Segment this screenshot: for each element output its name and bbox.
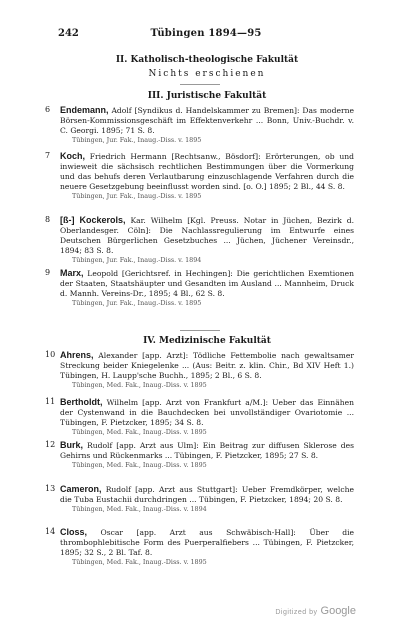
entry-source: Tübingen, Jur. Fak., Inaug.-Diss. v. 1894 [72,256,202,264]
entry-source: Tübingen, Med. Fak., Inaug.-Diss. v. 1895 [72,381,207,389]
list-item [45,350,354,390]
entry-source: Tübingen, Med. Fak., Inaug.-Diss. v. 1895 [72,428,207,436]
page-number: 242 [58,28,79,39]
entry-text: Kar. Wilhelm [Kgl. Preuss. Notar in Jüchen, Bezirk d. Oberlandesger. Cöln]: Die Nachlassregulierung im Entwurfe eines Deutschen Bürgerlichen Gesetzbuches ... Jüchen, Jüchener Vereinsdr., 1894; 83 S. 8. [60,216,354,255]
entry-author: Marx, [60,268,84,278]
entry-number: 13 [45,484,56,493]
entry-text: Alexander [app. Arzt]: Tödliche Fettembolie nach gewaltsamer Streckung beider Kniegelenke ... (Aus: Beitr. z. klin. Chir., Bd XIV Heft 1.) Tübingen, H. Laupp'sche Buchh., 1895; 2 Bl., 6 S. 8. [60,351,354,380]
list-item [45,215,354,265]
watermark-prefix: Digitized by [275,609,318,616]
divider [180,330,220,331]
list-item [45,151,354,201]
entry-number: 10 [45,350,56,359]
entry-source: Tübingen, Jur. Fak., Inaug.-Diss. v. 1895 [72,136,202,144]
section-title-law: III. Juristische Fakultät [147,91,267,101]
divider [180,84,220,85]
google-logo: Google [320,605,356,617]
section-title-medicine: IV. Medizinische Fakultät [143,336,271,346]
entry-author: Bertholdt, [60,397,103,407]
entry-text: Wilhelm [app. Arzt von Frankfurt a/M.]: Ueber das Einnähen der Cystenwand in die Bauchdecken bei unvollständiger Ovariotomie ... Tübingen, F. Pietzcker, 1895; 34 S. 8. [60,398,355,427]
entry-author: Burk, [60,440,84,450]
list-item [45,440,354,470]
running-title: Tübingen 1894—95 [150,28,262,39]
entry-number: 7 [45,151,51,160]
entry-text: Leopold [Gerichtsref. in Hechingen]: Die gerichtlichen Exemtionen der Staaten, Staatshäupter und Gesandten im Ausland ... Mannheim, Druck d. Mannh. Vereins-Dr., 1895; 4 Bl., 62 S. 8. [60,269,354,298]
entry-source: Tübingen, Med. Fak., Inaug.-Diss. v. 1894 [72,505,207,513]
digitized-watermark [275,605,356,617]
entry-text: Oscar [app. Arzt aus Schwäbisch-Hall]: Über die thrombophlebitische Form des Puerperalfiebers ... Tübingen, F. Pietzcker, 1895; 32 S., 2 Bl. Taf. 8. [60,528,354,557]
entry-author: Koch, [60,151,86,161]
entry-text: Adolf [Syndikus d. Handelskammer zu Bremen]: Das moderne Börsen-Kommissionsgeschäft im Effektenverkehr ... Bonn, Univ.-Buchdr. v. C. Georgi. 1895; 71 S. 8. [60,106,354,135]
entry-text: Rudolf [app. Arzt aus Stuttgart]: Ueber Fremdkörper, welche die Tuba Eustachii durchdringen ... Tübingen, F. Pietzcker, 1894; 20 S. 8. [60,485,354,504]
section-title-catholic: II. Katholisch-theologische Fakultät [115,55,299,65]
entry-source: Tübingen, Jur. Fak., Inaug.-Diss. v. 1895 [72,192,202,200]
entry-number: 6 [45,105,51,114]
entry-source: Tübingen, Med. Fak., Inaug.-Diss. v. 1895 [72,461,207,469]
list-item [45,397,355,437]
entry-number: 11 [45,397,56,406]
entry-author: [ß-] Kockerols, [60,215,126,225]
entry-author: Endemann, [60,105,109,115]
entry-source: Tübingen, Jur. Fak., Inaug.-Diss. v. 1895 [72,299,202,307]
entry-text: Friedrich Hermann [Rechtsanw., Bösdorf]: Erörterungen, ob und inwieweit die sächsisch rechtlichen Bestimmungen über die Vormerkung und das behufs deren Verlautbarung einzuschlagende Verfahren durch die neuere Gesetzgebung beeinflusst worden sind. [o. O.] 1895; 2 Bl., 44 S. 8. [60,152,354,191]
list-item [45,527,354,567]
entry-number: 9 [45,268,51,277]
entry-number: 12 [45,440,56,449]
entry-number: 8 [45,215,51,224]
page-header [58,28,354,42]
entry-author: Closs, [60,527,88,537]
entry-author: Ahrens, [60,350,94,360]
entry-source: Tübingen, Med. Fak., Inaug.-Diss. v. 1895 [72,558,207,566]
section-note-catholic: Nichts erschienen [148,69,266,79]
list-item [45,105,354,145]
entry-author: Cameron, [60,484,102,494]
list-item [45,484,354,514]
list-item [45,268,354,308]
entry-text: Rudolf [app. Arzt aus Ulm]: Ein Beitrag zur diffusen Sklerose des Gehirns und Rückenmarks ... Tübingen, F. Pietzcker, 1895; 27 S. 8. [60,441,354,460]
entry-number: 14 [45,527,56,536]
